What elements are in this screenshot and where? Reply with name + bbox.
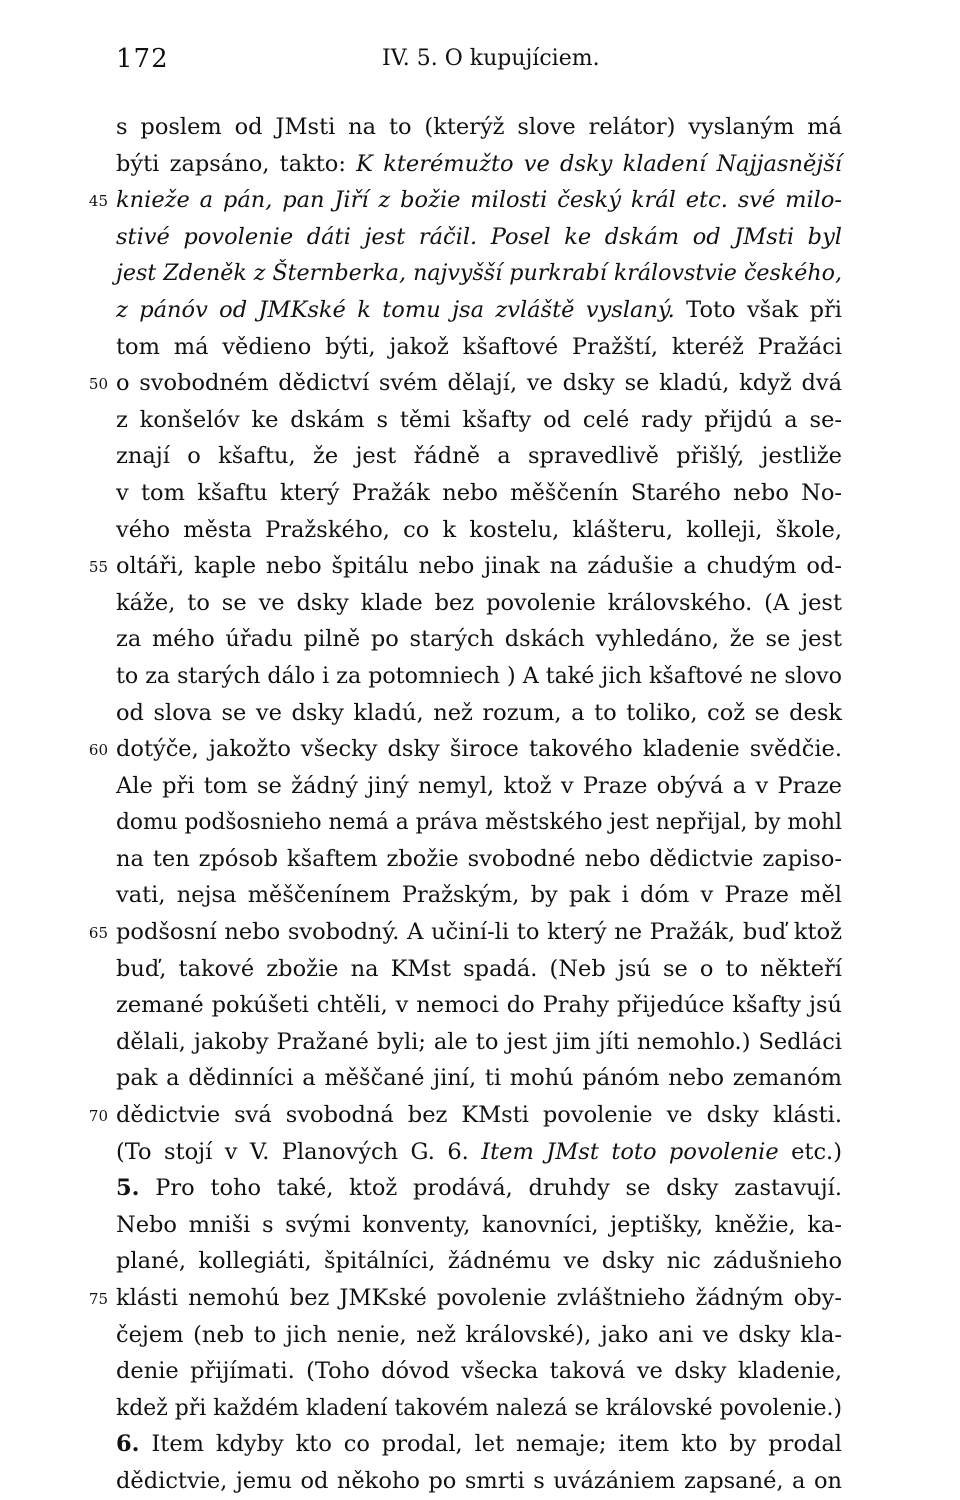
text-line [116,1390,842,1427]
text-line [116,1426,842,1463]
line-number: 55 [88,558,108,577]
text-line [116,109,842,146]
line-text [116,987,842,1024]
line-text [116,804,842,841]
text-line [116,1317,842,1354]
line-number: 60 [88,741,108,760]
line-text [116,109,842,146]
line-text [116,658,842,695]
line-text [116,402,842,439]
text-line [116,1170,842,1207]
text-line [116,255,842,292]
text-line [116,1353,842,1390]
text-line [116,512,842,549]
text-line [116,658,842,695]
text-segment: v tom kšaftu který Pražák nebo měščenín Starého nebo No- [116,479,842,506]
text-segment: dědictvie, jemu od někoho po smrti s uvázániem zapsané, a on [116,1467,842,1494]
text-line [116,804,842,841]
text-segment: kdež při každém kladení takovém nalezá se královské povolenie.) [116,1394,842,1421]
line-text [116,548,842,585]
text-line [116,402,842,439]
text-segment: za mého úřadu pilně po starých dskách vyhledáno, že se jest [116,626,842,653]
text-line [88,731,842,768]
italic-text: Item JMst toto povolenie [481,1138,779,1165]
text-line [116,877,842,914]
text-segment: pak a dědinníci a měščané jiní, ti mohú pánóm nebo zemanóm [116,1065,842,1092]
text-segment: vého města Pražského, co k kostelu, klášteru, kolleji, škole, [116,516,842,543]
text-segment: tom má vědieno býti, jakož kšaftové Pražští, kteréž Pražáci [116,333,842,360]
line-text [116,475,842,512]
line-text [116,1317,842,1354]
line-text [116,365,842,402]
text-segment: vati, nejsa měščenínem Pražským, by pak i dóm v Praze měl [116,882,842,909]
line-text [116,219,842,256]
text-line [116,438,842,475]
line-text [116,1060,842,1097]
line-text [116,438,842,475]
text-line [116,1134,842,1171]
text-line [116,1024,842,1061]
text-segment: buď, takové zbožie na KMst spadá. (Neb jsú se o to někteří [116,955,842,982]
line-text [116,841,842,878]
line-text [116,585,842,622]
text-line [88,365,842,402]
line-text [116,914,842,951]
line-text [116,1097,842,1134]
line-text [116,1426,842,1463]
text-line [116,1463,842,1500]
line-text [116,1024,842,1061]
line-text [116,1353,842,1390]
line-text [116,292,842,329]
page-header [116,44,842,84]
line-text [116,695,842,732]
text-segment: s poslem od JMsti na to (kterýž slove relátor) vyslaným má [116,114,842,140]
text-line [116,475,842,512]
running-head: IV. 5. O kupujíciem. [382,46,600,71]
text-segment: dotýče, jakožto všecky dsky široce takového kladenie svědčie. [116,736,842,763]
text-line [116,585,842,622]
text-line [116,1207,842,1244]
text-line [116,621,842,658]
line-text [116,1390,842,1427]
italic-text: jest Zdeněk z Šternberka, najvyšší purkrabí královstvie českého, [116,260,842,287]
page-number: 172 [116,44,169,74]
italic-text: K kterémužto ve dsky kladení Najjasnější [356,150,842,177]
line-text [116,1243,842,1280]
line-number: 50 [88,375,108,394]
text-line [88,1280,842,1317]
line-text [116,1134,842,1171]
line-text [116,1463,842,1500]
line-text [116,621,842,658]
text-line [116,841,842,878]
line-text [116,877,842,914]
text-line [88,548,842,585]
text-segment: domu podšosnieho nemá a práva městského jest nepřijal, by mohl [116,809,842,836]
text-segment: denie přijímati. (Toho dóvod všecka taková ve dsky kladenie, [116,1358,842,1385]
line-text [116,255,842,292]
text-line [88,182,842,219]
text-segment: býti zapsáno, takto: [116,150,357,177]
text-line [116,1060,842,1097]
text-segment: oltáři, kaple nebo špitálu nebo jinak na zádušie a chudým od- [116,553,842,580]
section-number: 6. [116,1431,140,1458]
text-segment: Pro toho také, ktož prodává, druhdy se dsky zastavují. [139,1175,842,1202]
italic-text: stivé povolenie dáti jest ráčil. Posel ke dskám od JMsti byl [116,223,842,250]
text-segment: o svobodném dědictví svém dělají, ve dsky se kladú, když dvá [116,370,842,397]
text-segment: plané, kollegiáti, špitálníci, žádnému ve dsky nic zádušnieho [116,1248,842,1275]
text-segment: zemané pokúšeti chtěli, v nemoci do Prahy přijedúce kšafty jsú [116,992,842,1019]
line-number: 65 [88,924,108,943]
text-segment: dědictvie svá svobodná bez KMsti povolenie ve dsky klásti. [116,1102,842,1129]
text-segment: Ale při tom se žádný jiný nemyl, ktož v Praze obývá a v Praze [116,772,842,799]
body-text [88,109,842,1500]
line-text [116,146,842,183]
text-line [116,768,842,805]
text-line [88,914,842,951]
line-text [116,768,842,805]
text-segment: káže, to se ve dsky klade bez povolenie královského. (A jest [116,589,842,616]
text-segment: klásti nemohú bez JMKské povolenie zvláštnieho žádným oby- [116,1285,842,1311]
line-number: 45 [88,192,108,211]
text-segment: Item kdyby kto co prodal, let nemaje; item kto by prodal [139,1431,842,1458]
text-line [116,951,842,988]
text-segment: čejem (neb to jich nenie, než královské), jako ani ve dsky kla- [116,1321,842,1348]
text-segment: od slova se ve dsky kladú, než rozum, a to toliko, což se desk [116,699,842,726]
line-text [116,329,842,366]
text-segment: znají o kšaftu, že jest řádně a spravedlivě přišlý, jestliže [116,443,842,470]
line-text [116,1207,842,1244]
line-number: 75 [88,1290,108,1308]
text-line [116,329,842,366]
line-text [116,951,842,988]
text-line [88,1097,842,1134]
text-segment: Nebo mniši s svými konventy, kanovníci, jeptišky, kněžie, ka- [116,1211,842,1238]
text-line [116,146,842,183]
line-text [116,1170,842,1207]
text-segment: (To stojí v V. Planových G. 6. [116,1138,482,1165]
line-text [116,731,842,768]
text-line [116,987,842,1024]
text-segment: Toto však při [674,296,842,323]
text-segment: etc.) [778,1138,842,1165]
text-line [116,219,842,256]
text-segment: dělali, jakoby Pražané byli; ale to jest jim jíti nemohlo.) Sedláci [116,1028,842,1055]
text-line [116,695,842,732]
line-text [116,182,842,219]
section-number: 5. [116,1175,140,1202]
text-segment: to za starých dálo i za potomniech ) A také jich kšaftové ne slovo [116,662,842,689]
text-line [116,1243,842,1280]
line-text [116,1280,842,1317]
text-line [116,292,842,329]
line-number: 70 [88,1107,108,1126]
text-segment: na ten zpósob kšaftem zbožie svobodné nebo dědictvie zapiso- [116,845,842,872]
text-segment: z konšelóv ke dskám s těmi kšafty od celé rady přijdú a se- [116,406,842,433]
italic-text: knieže a pán, pan Jiří z božie milosti český král etc. své milo- [116,187,842,214]
line-text [116,512,842,549]
text-segment: podšosní nebo svobodný. A učiní-li to který ne Pražák, buď ktož [116,919,842,946]
italic-text: z pánóv od JMKské k tomu jsa zvláště vyslaný. [116,296,675,323]
